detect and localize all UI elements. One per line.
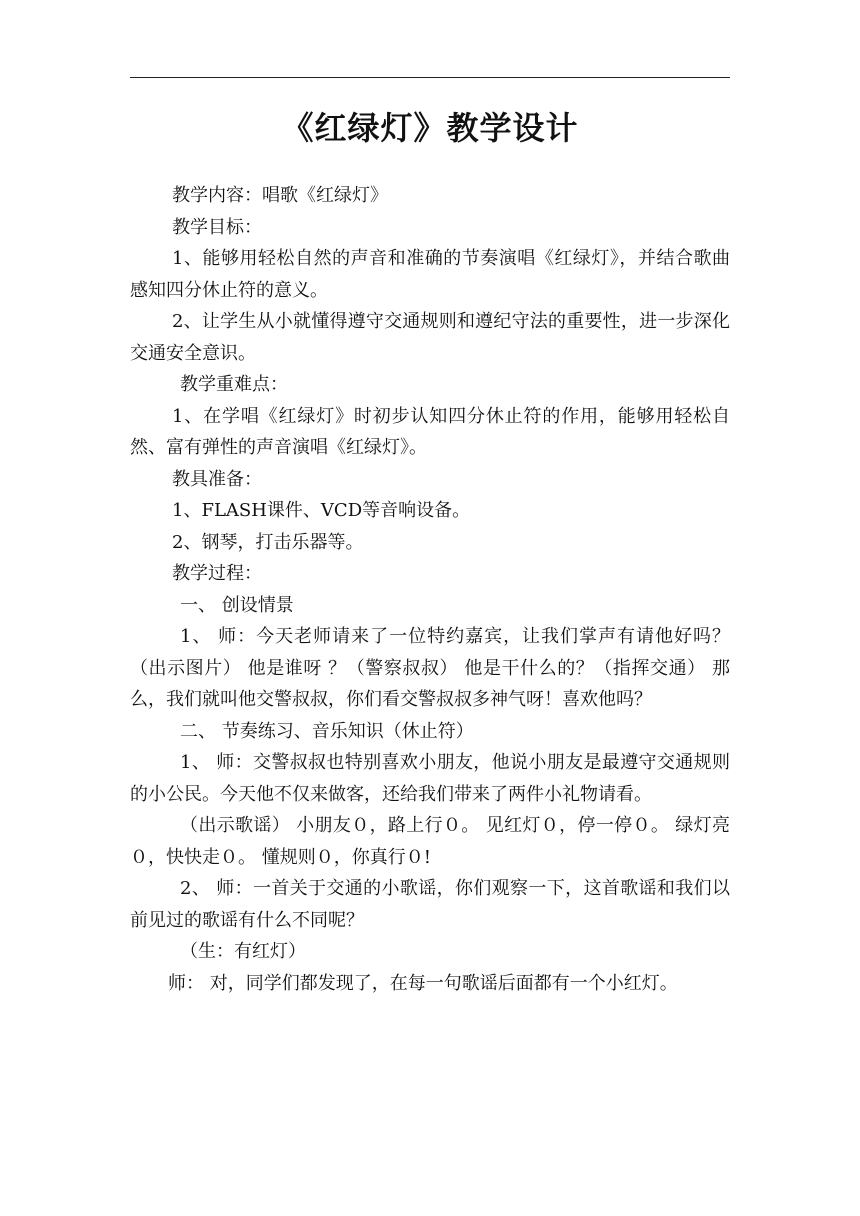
paragraph-teaching-goals-heading: 教学目标： [172,216,262,238]
paragraph-teaching-content: 教学内容：唱歌《红绿灯》 [172,185,388,206]
paragraph-section-2-step-2: 2、 师：一首关于交通的小歌谣，你们观察一下，这首歌谣和我们以前见过的歌谣有什么不同呢？ [130,878,730,931]
header-rule [130,77,730,78]
paragraph-student-answer: （生：有红灯） [180,941,306,962]
paragraph-goal-2: 2、让学生从小就懂得遵守交通规则和遵纪守法的重要性，进一步深化交通安全意识。 [130,311,730,364]
paragraph-section-2: 二、 节奏练习、音乐知识（休止符） [180,720,474,742]
paragraph-key-points-heading: 教学重难点： [180,374,288,395]
paragraph-section-1-step-1: 1、 师：今天老师请来了一位特约嘉宾，让我们掌声有请他好吗？（出示图片） 他是谁呀 ？（警察叔叔） 他是干什么的？（指挥交通） 那么，我们就叫他交警叔叔，你们看交警叔叔多神气呀！喜欢他吗？ [130,626,730,710]
paragraph-key-point-1: 1、在学唱《红绿灯》时初步认知四分休止符的作用，能够用轻松自然、富有弹性的声音演唱《红绿灯》。 [130,405,730,458]
paragraph-process-heading: 教学过程： [172,563,262,584]
paragraph-material-1: 1、FLASH课件、VCD等音响设备。 [172,500,471,521]
paragraph-material-2: 2、钢琴，打击乐器等。 [172,531,364,553]
document-body [130,180,730,999]
document-title: 《红绿灯》教学设计 [281,109,579,147]
paragraph-goal-1: 1、能够用轻松自然的声音和准确的节奏演唱《红绿灯》，并结合歌曲感知四分休止符的意义。 [130,248,730,301]
paragraph-section-2-step-1: 1、 师：交警叔叔也特别喜欢小朋友，他说小朋友是最遵守交通规则的小公民。今天他不仅来做客，还给我们带来了两件小礼物请看。 [130,752,730,805]
paragraph-teacher-reply: 师： 对，同学们都发现了，在每一句歌谣后面都有一个小红灯。 [168,972,678,994]
paragraph-materials-heading: 教具准备： [172,468,262,490]
paragraph-rhyme: （出示歌谣） 小朋友０，路上行０。 见红灯０，停一停０。 绿灯亮０，快快走０。 懂规则０，你真行０! [130,815,730,868]
paragraph-section-1: 一、 创设情景 [180,594,294,616]
